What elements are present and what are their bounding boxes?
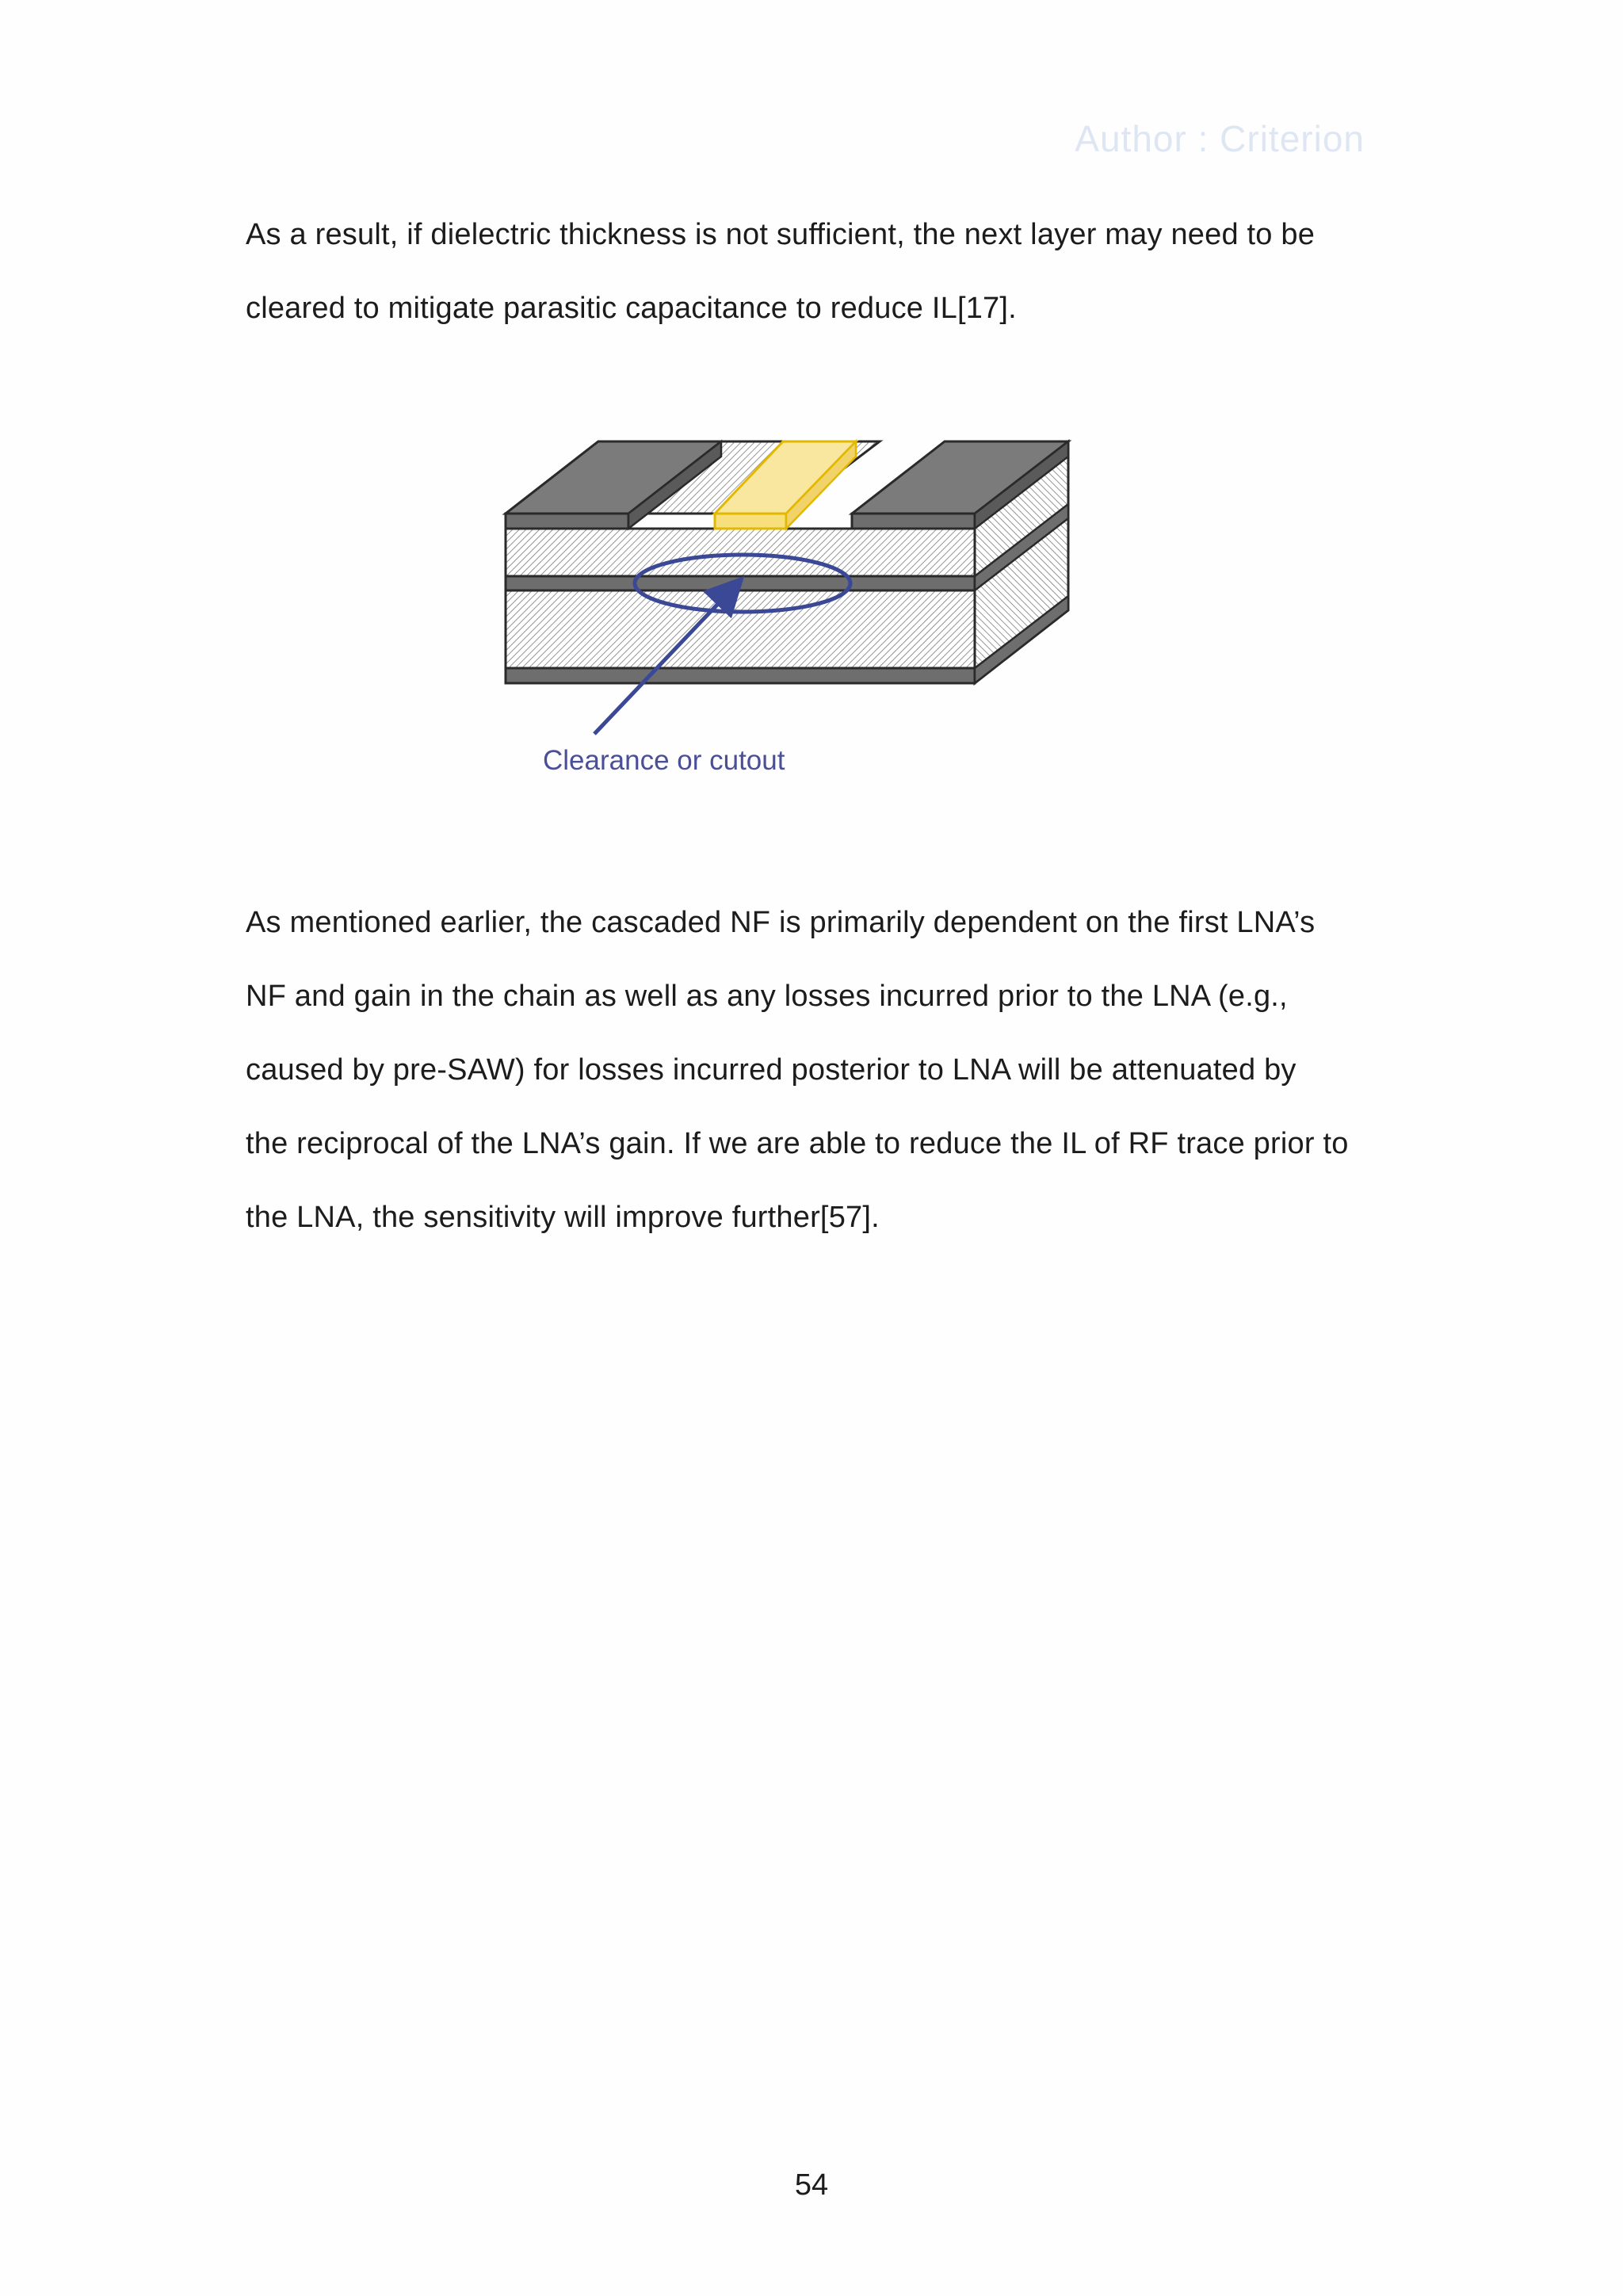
lower-dielectric-layer: [506, 590, 975, 668]
left-ground-pad-front: [506, 514, 628, 529]
paragraph-1-line-2: cleared to mitigate parasitic capacitance to reduce IL[17].: [246, 292, 1017, 325]
page-number: 54: [794, 2168, 829, 2202]
upper-dielectric-layer: [506, 529, 975, 576]
middle-metal-layer: [506, 576, 975, 590]
paragraph-2-line-3: caused by pre-SAW) for losses incurred posterior to LNA will be attenuated by: [246, 1053, 1296, 1087]
paragraph-2-line-4: the reciprocal of the LNA’s gain. If we are able to reduce the IL of RF trace prior to: [246, 1127, 1349, 1160]
right-ground-pad-front: [852, 514, 975, 529]
paragraph-1: [246, 198, 1387, 346]
paragraph-2-line-2: NF and gain in the chain as well as any losses incurred prior to the LNA (e.g.,: [246, 980, 1288, 1013]
bottom-metal-layer: [506, 668, 975, 683]
rf-trace-front: [715, 514, 786, 529]
pcb-stackup-figure: [499, 428, 1086, 800]
paragraph-2: [246, 886, 1387, 1255]
paragraph-2-line-5: the LNA, the sensitivity will improve further[57].: [246, 1201, 880, 1234]
paragraph-1-line-1: As a result, if dielectric thickness is not sufficient, the next layer may need to be: [246, 218, 1316, 251]
paragraph-2-line-1: As mentioned earlier, the cascaded NF is primarily dependent on the first LNA’s: [246, 906, 1316, 939]
figure-label: Clearance or cutout: [543, 745, 785, 776]
header-author: Author : Criterion: [1075, 118, 1365, 159]
